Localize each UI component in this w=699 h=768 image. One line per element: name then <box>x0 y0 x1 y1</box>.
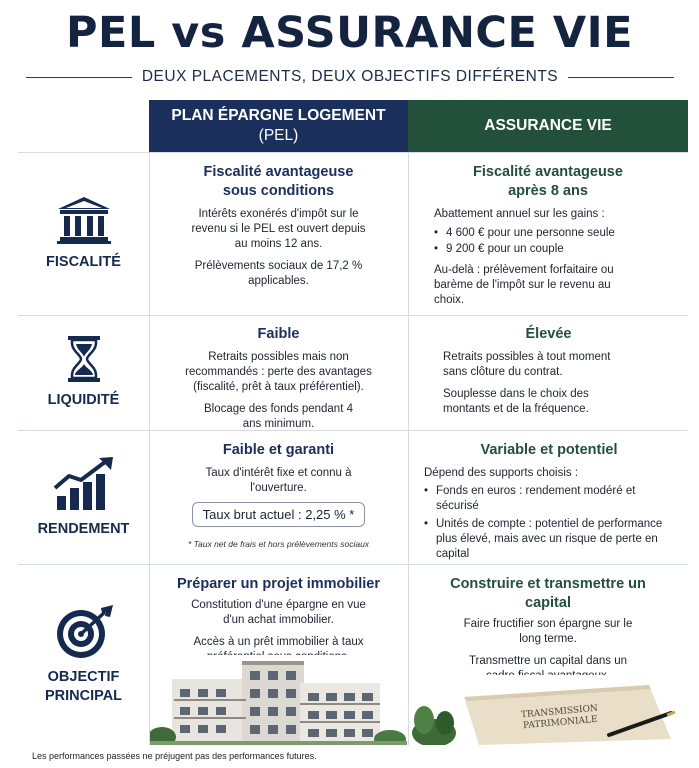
row-label-text: FISCALITÉ <box>46 254 121 270</box>
bullet-list <box>424 484 674 562</box>
cell-text: Faire fructifier son épargne sur le long terme. <box>463 618 633 645</box>
apartment-building-icon <box>150 655 407 745</box>
cell-heading: Faible et garanti <box>222 442 335 458</box>
row-label-objectif <box>18 564 149 745</box>
rate-badge: Taux brut actuel : 2,25 % * <box>192 502 366 527</box>
list-item: • Fonds en euros : rendement modéré et sécurisé <box>424 484 674 514</box>
cell-av-fiscalite <box>408 163 688 315</box>
cell-text: Au-delà : prélèvement forfaitaire ou barème de l'impôt sur le revenu au choix. <box>434 264 614 306</box>
cell-av-rendement <box>408 441 688 568</box>
row-label-text: LIQUIDITÉ <box>47 392 120 408</box>
comparison-table <box>18 100 688 745</box>
column-header-av-title: ASSURANCE VIE <box>484 117 612 134</box>
cell-pel-rendement <box>149 441 408 552</box>
bullet-list <box>434 226 674 257</box>
cell-text: Accès à un prêt immobilier à taux <box>193 636 364 648</box>
cell-text: Taux d'intérêt fixe et connu à l'ouverture. <box>205 467 352 494</box>
row-label-fiscalite <box>18 152 149 315</box>
cell-text: Dépend des supports choisis : <box>424 467 579 479</box>
row-label-liquidite <box>18 315 149 430</box>
cell-heading: Préparer un projet immobilier <box>176 576 381 592</box>
page-title: PEL vs ASSURANCE VIE <box>66 8 633 58</box>
page-subtitle: DEUX PLACEMENTS, DEUX OBJECTIFS DIFFÉRENTS <box>141 68 559 85</box>
bank-building-icon <box>56 195 112 245</box>
target-arrow-icon <box>53 604 115 660</box>
cell-heading: Élevée <box>525 326 572 342</box>
cell-text: Blocage des fonds pendant 4 ans minimum. <box>204 403 353 430</box>
cell-av-objectif <box>408 575 688 691</box>
cell-text: Prélèvements sociaux de 17,2 % applicables. <box>194 260 363 287</box>
cell-text: Souplesse dans le choix des montants et de la fréquence. <box>443 388 589 415</box>
cell-pel-fiscalite <box>149 163 408 296</box>
cell-pel-liquidite <box>149 325 408 439</box>
cell-heading: Fiscalité avantageuse après 8 ans <box>473 164 623 199</box>
column-header-pel <box>149 100 408 152</box>
column-header-pel-title: PLAN ÉPARGNE LOGEMENT <box>171 107 386 124</box>
list-item: • 9 200 € pour un couple <box>434 242 674 257</box>
footer-disclaimer: Les performances passées ne préjugent pas des performances futures. <box>32 751 317 761</box>
column-header-av <box>408 100 688 152</box>
document-label: TRANSMISSION PATRIMONIALE <box>520 703 599 732</box>
row-label-text: OBJECTIF PRINCIPAL <box>44 668 123 704</box>
row-label-text: RENDEMENT <box>37 520 130 537</box>
divider-left <box>26 77 132 78</box>
row-label-rendement <box>18 430 149 564</box>
cell-av-liquidite <box>408 325 688 424</box>
building-illustration <box>150 655 407 745</box>
cell-heading: Construire et transmettre un capital <box>450 576 646 611</box>
cell-text: Constitution d'une épargne en vue d'un achat immobilier. <box>191 599 366 626</box>
list-item: • Unités de compte : potentiel de performance plus élevé, mais avec un risque de perte en capital <box>424 517 674 562</box>
hourglass-icon <box>66 335 102 383</box>
document-illustration <box>409 675 688 745</box>
growth-chart-icon <box>53 456 115 512</box>
cell-heading: Fiscalité avantageuse sous conditions <box>203 164 354 199</box>
column-header-pel-sub: (PEL) <box>258 127 299 144</box>
rate-footnote: * Taux net de frais et hors prélèvements sociaux <box>187 539 370 549</box>
cell-text: Intérêts exonérés d'impôt sur le revenu si le PEL est ouvert depuis au moins 12 ans. <box>191 208 366 250</box>
cell-text: Retraits possibles mais non recommandés : perte des avantages (fiscalité, prêt à taux préférentiel). <box>185 351 372 393</box>
cell-text: Transmettre un capital dans un <box>468 655 628 667</box>
cell-text: Retraits possibles à tout moment sans clôture du contrat. <box>443 351 611 378</box>
list-item: • 4 600 € pour une personne seule <box>434 226 674 241</box>
cell-heading: Variable et potentiel <box>480 442 618 458</box>
cell-text: Abattement annuel sur les gains : <box>434 208 605 220</box>
subtitle-row <box>26 66 674 88</box>
divider-right <box>568 77 674 78</box>
cell-heading: Faible <box>257 326 300 342</box>
